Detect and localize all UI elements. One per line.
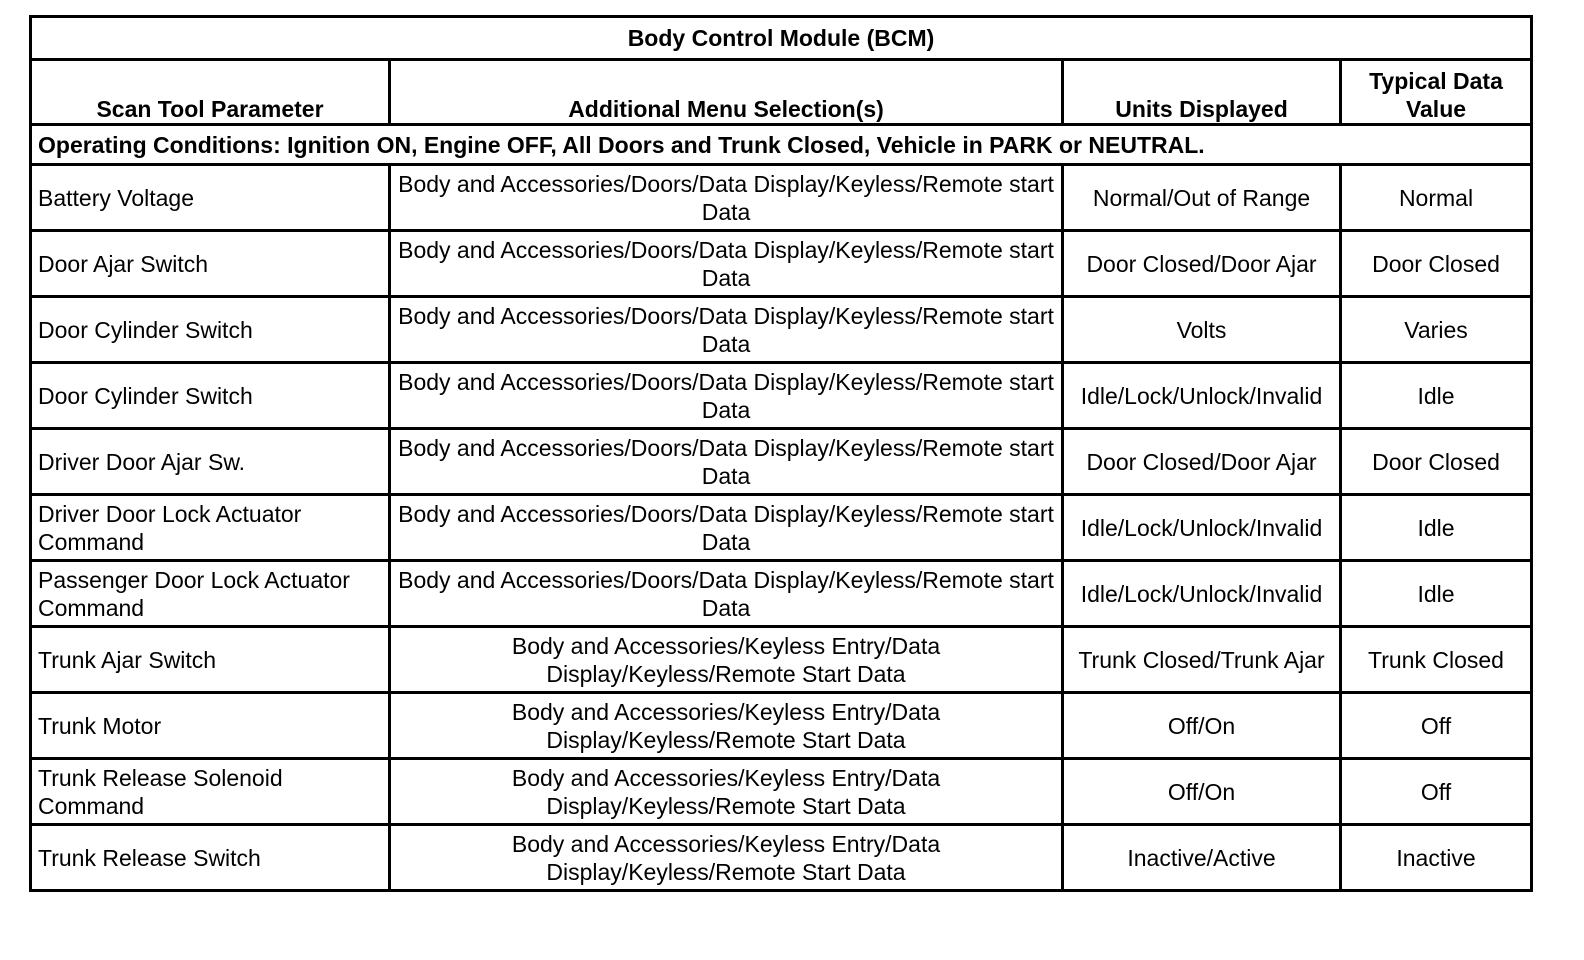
table-row [31, 561, 1532, 627]
menu-selection-cell: Body and Accessories/Keyless Entry/Data Display/Keyless/Remote Start Data [390, 627, 1063, 693]
units-cell: Trunk Closed/Trunk Ajar [1063, 627, 1341, 693]
typical-value-cell: Varies [1341, 297, 1532, 363]
typical-value-cell: Inactive [1341, 825, 1532, 891]
menu-selection-cell: Body and Accessories/Keyless Entry/Data Display/Keyless/Remote Start Data [390, 693, 1063, 759]
parameter-cell: Trunk Motor [31, 693, 390, 759]
units-cell: Inactive/Active [1063, 825, 1341, 891]
menu-selection-cell: Body and Accessories/Doors/Data Display/Keyless/Remote start Data [390, 495, 1063, 561]
typical-value-cell: Door Closed [1341, 231, 1532, 297]
units-cell: Door Closed/Door Ajar [1063, 429, 1341, 495]
menu-selection-cell: Body and Accessories/Keyless Entry/Data Display/Keyless/Remote Start Data [390, 825, 1063, 891]
typical-value-cell: Off [1341, 693, 1532, 759]
units-cell: Off/On [1063, 693, 1341, 759]
parameter-cell: Door Cylinder Switch [31, 297, 390, 363]
units-cell: Volts [1063, 297, 1341, 363]
table-row [31, 429, 1532, 495]
operating-conditions-row [31, 125, 1532, 165]
header-scan-tool-parameter: Scan Tool Parameter [31, 60, 390, 125]
table-title: Body Control Module (BCM) [31, 17, 1532, 60]
units-cell: Idle/Lock/Unlock/Invalid [1063, 495, 1341, 561]
parameter-cell: Door Cylinder Switch [31, 363, 390, 429]
typical-value-cell: Idle [1341, 561, 1532, 627]
typical-value-cell: Idle [1341, 363, 1532, 429]
bcm-data-table [29, 15, 1533, 892]
menu-selection-cell: Body and Accessories/Doors/Data Display/Keyless/Remote start Data [390, 297, 1063, 363]
menu-selection-cell: Body and Accessories/Doors/Data Display/Keyless/Remote start Data [390, 429, 1063, 495]
parameter-cell: Trunk Release Solenoid Command [31, 759, 390, 825]
menu-selection-cell: Body and Accessories/Keyless Entry/Data Display/Keyless/Remote Start Data [390, 759, 1063, 825]
table-title-row [31, 17, 1532, 60]
menu-selection-cell: Body and Accessories/Doors/Data Display/Keyless/Remote start Data [390, 165, 1063, 231]
table-row [31, 165, 1532, 231]
table-row [31, 627, 1532, 693]
parameter-cell: Trunk Ajar Switch [31, 627, 390, 693]
header-additional-menu-selections: Additional Menu Selection(s) [390, 60, 1063, 125]
parameter-cell: Driver Door Ajar Sw. [31, 429, 390, 495]
table-row [31, 693, 1532, 759]
units-cell: Idle/Lock/Unlock/Invalid [1063, 363, 1341, 429]
units-cell: Idle/Lock/Unlock/Invalid [1063, 561, 1341, 627]
parameter-cell: Door Ajar Switch [31, 231, 390, 297]
parameter-cell: Trunk Release Switch [31, 825, 390, 891]
header-units-displayed: Units Displayed [1063, 60, 1341, 125]
parameter-cell: Passenger Door Lock Actuator Command [31, 561, 390, 627]
header-typical-data-value: Typical Data Value [1341, 60, 1532, 125]
units-cell: Door Closed/Door Ajar [1063, 231, 1341, 297]
menu-selection-cell: Body and Accessories/Doors/Data Display/Keyless/Remote start Data [390, 363, 1063, 429]
table-row [31, 297, 1532, 363]
table-row [31, 495, 1532, 561]
parameter-cell: Driver Door Lock Actuator Command [31, 495, 390, 561]
typical-value-cell: Idle [1341, 495, 1532, 561]
table-row [31, 231, 1532, 297]
typical-value-cell: Door Closed [1341, 429, 1532, 495]
units-cell: Off/On [1063, 759, 1341, 825]
column-header-row [31, 60, 1532, 125]
typical-value-cell: Trunk Closed [1341, 627, 1532, 693]
typical-value-cell: Off [1341, 759, 1532, 825]
parameter-cell: Battery Voltage [31, 165, 390, 231]
typical-value-cell: Normal [1341, 165, 1532, 231]
table-row [31, 825, 1532, 891]
table-row [31, 759, 1532, 825]
menu-selection-cell: Body and Accessories/Doors/Data Display/Keyless/Remote start Data [390, 231, 1063, 297]
operating-conditions: Operating Conditions: Ignition ON, Engine OFF, All Doors and Trunk Closed, Vehicle in PARK or NEUTRAL. [31, 125, 1532, 165]
menu-selection-cell: Body and Accessories/Doors/Data Display/Keyless/Remote start Data [390, 561, 1063, 627]
units-cell: Normal/Out of Range [1063, 165, 1341, 231]
table-row [31, 363, 1532, 429]
